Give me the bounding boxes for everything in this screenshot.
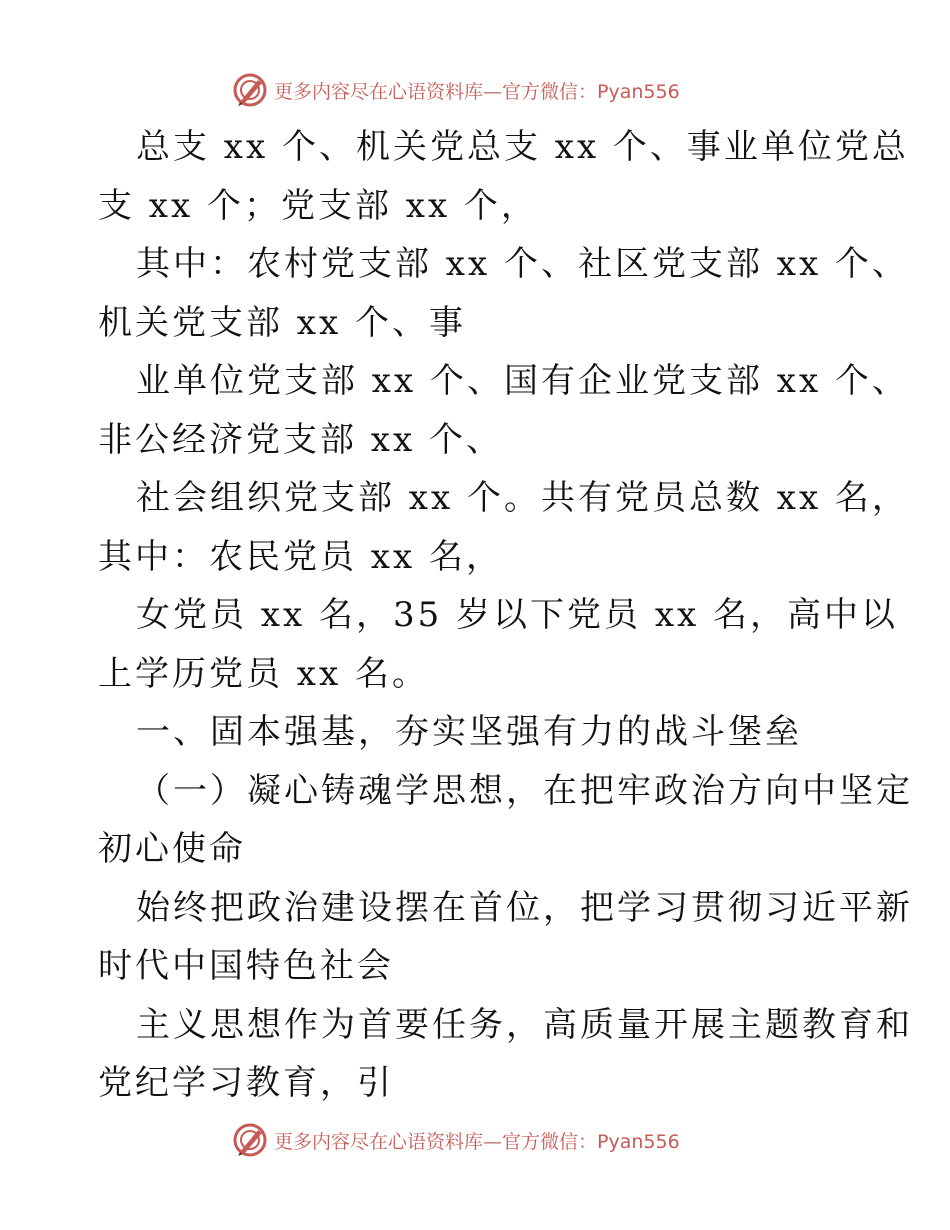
text-line: 机关党支部 xx 个、事 <box>98 302 466 343</box>
subsection-heading: （一）凝心铸魂学思想，在把牢政治方向中坚定 <box>136 770 913 811</box>
text-line: 其中：农民党员 xx 名， <box>98 536 503 577</box>
footer-watermark <box>232 1122 732 1158</box>
text-line: 其中：农村党支部 xx 个、社区党支部 xx 个、 <box>136 244 909 284</box>
text-line: 女党员 xx 名，35 岁以下党员 xx 名，高中以 <box>136 595 898 635</box>
text-line: 社会组织党支部 xx 个。共有党员总数 xx 名， <box>136 478 909 518</box>
text-line: 总支 xx 个、机关党总支 xx 个、事业单位党总 <box>136 127 909 167</box>
text-line: 上学历党员 xx 名。 <box>98 653 429 694</box>
text-line: 始终把政治建设摆在首位，把学习贯彻习近平新 <box>136 887 913 928</box>
text-line: 党纪学习教育，引 <box>98 1063 394 1103</box>
text-line: 时代中国特色社会 <box>98 946 394 986</box>
text-line: 业单位党支部 xx 个、国有企业党支部 xx 个、 <box>136 361 909 401</box>
text-line: 非公经济党支部 xx 个、 <box>98 419 503 460</box>
text-line: 支 xx 个；党支部 xx 个， <box>98 185 538 226</box>
document-body <box>98 118 913 1113</box>
header-watermark <box>232 72 732 108</box>
pen-logo-icon <box>232 1122 268 1158</box>
pen-logo-icon <box>232 72 268 108</box>
watermark-text: 更多内容尽在心语资料库—官方微信：Pyan556 <box>274 80 680 103</box>
text-line: 主义思想作为首要任务，高质量开展主题教育和 <box>136 1004 913 1045</box>
subsection-heading-cont: 初心使命 <box>98 829 246 869</box>
watermark-text: 更多内容尽在心语资料库—官方微信：Pyan556 <box>274 1130 680 1153</box>
section-heading: 一、固本强基，夯实坚强有力的战斗堡垒 <box>136 712 802 752</box>
